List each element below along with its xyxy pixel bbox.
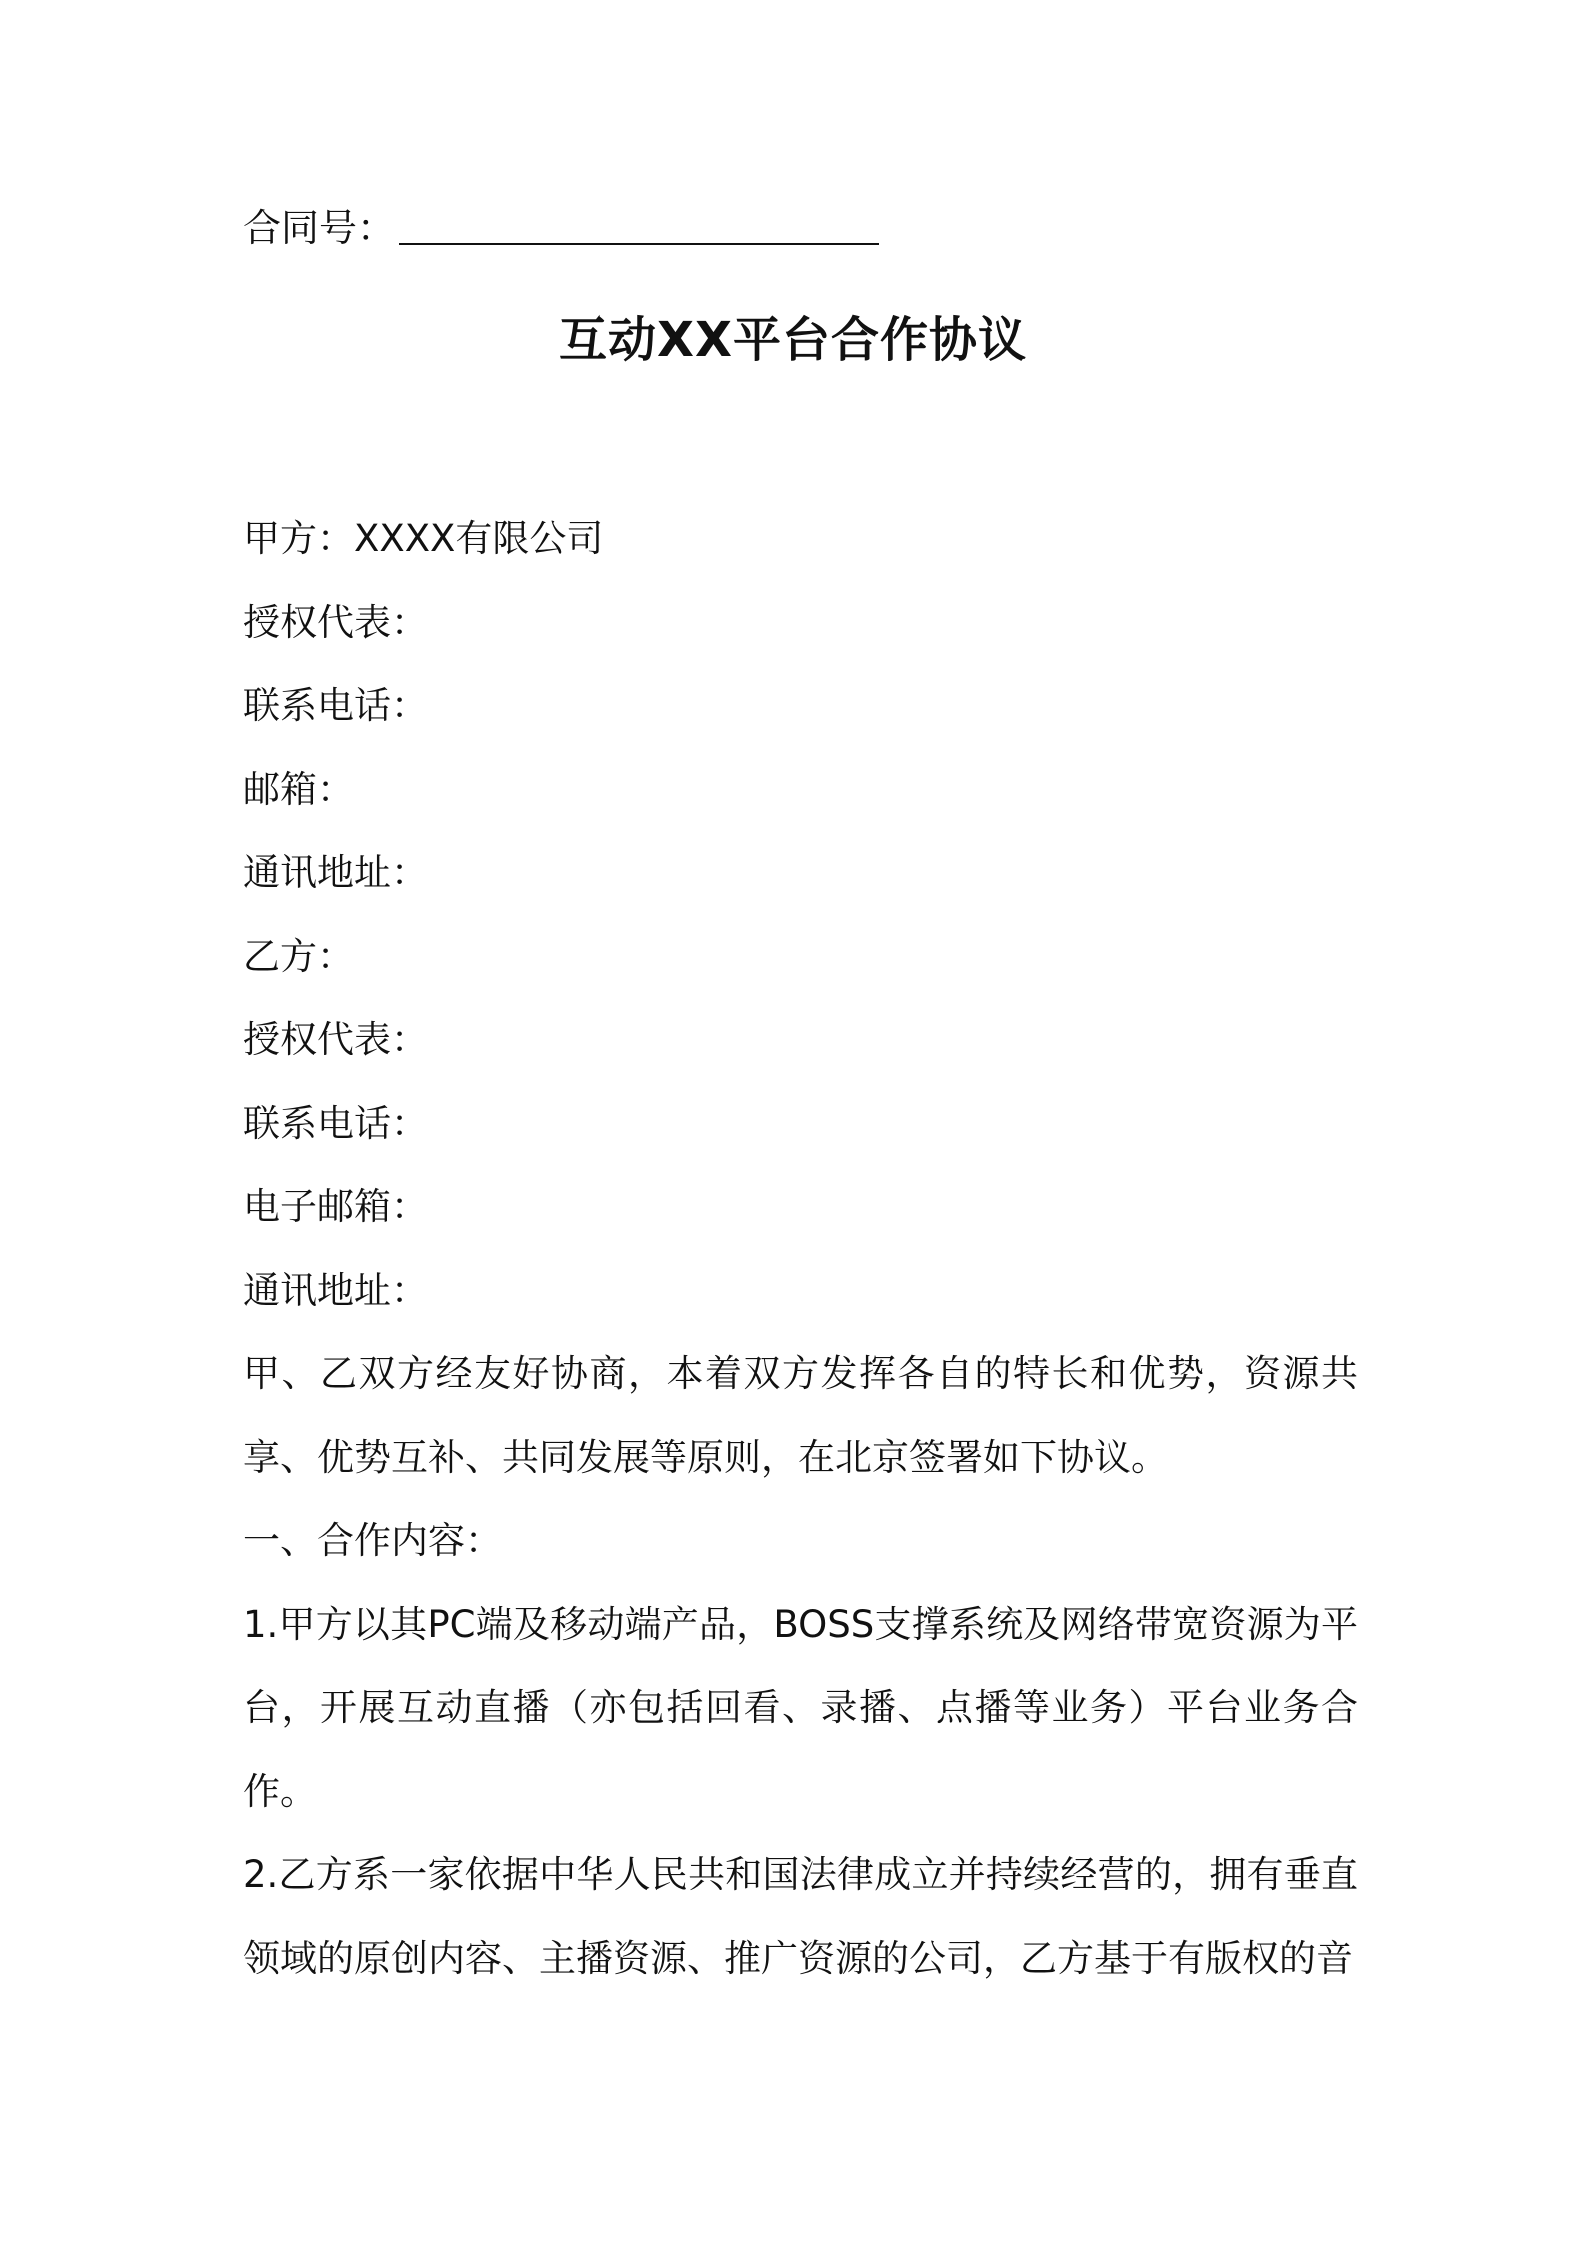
intro-paragraph: 甲、乙双方经友好协商，本着双方发挥各自的特长和优势，资源共享、优势互补、共同发展等原则，在北京签署如下协议。 (243, 1352, 1358, 1479)
contract-number-line (243, 200, 879, 256)
party-b-email-label: 电子邮箱： (243, 1185, 428, 1228)
party-b-phone-label: 联系电话： (243, 1101, 428, 1145)
party-a-address-label: 通讯地址： (243, 851, 428, 894)
section-one-heading: 一、合作内容： (243, 1519, 502, 1562)
party-b-name: 乙方： (243, 934, 354, 978)
party-a-name: 甲方：XXXX有限公司 (243, 517, 604, 560)
party-b-address-label: 通讯地址： (243, 1268, 428, 1312)
contract-number-label: 合同号： (243, 206, 396, 250)
party-b-rep-label: 授权代表： (243, 1018, 428, 1061)
party-a-email-label: 邮箱： (243, 767, 354, 811)
party-a-rep-label: 授权代表： (243, 600, 428, 644)
party-a-phone-label: 联系电话： (243, 684, 428, 727)
document-body (243, 497, 1358, 2000)
contract-number-blank (399, 203, 879, 245)
document-title: 互动XX平台合作协议 (558, 312, 1028, 368)
clause-1: 1.甲方以其PC端及移动端产品，BOSS支撑系统及网络带宽资源为平台，开展互动直播（亦包括回看、录播、点播等业务）平台业务合作。 (243, 1602, 1358, 1813)
clause-2: 2.乙方系一家依据中华人民共和国法律成立并持续经营的，拥有垂直领域的原创内容、主播资源、推广资源的公司，乙方基于有版权的音 (243, 1853, 1358, 1980)
